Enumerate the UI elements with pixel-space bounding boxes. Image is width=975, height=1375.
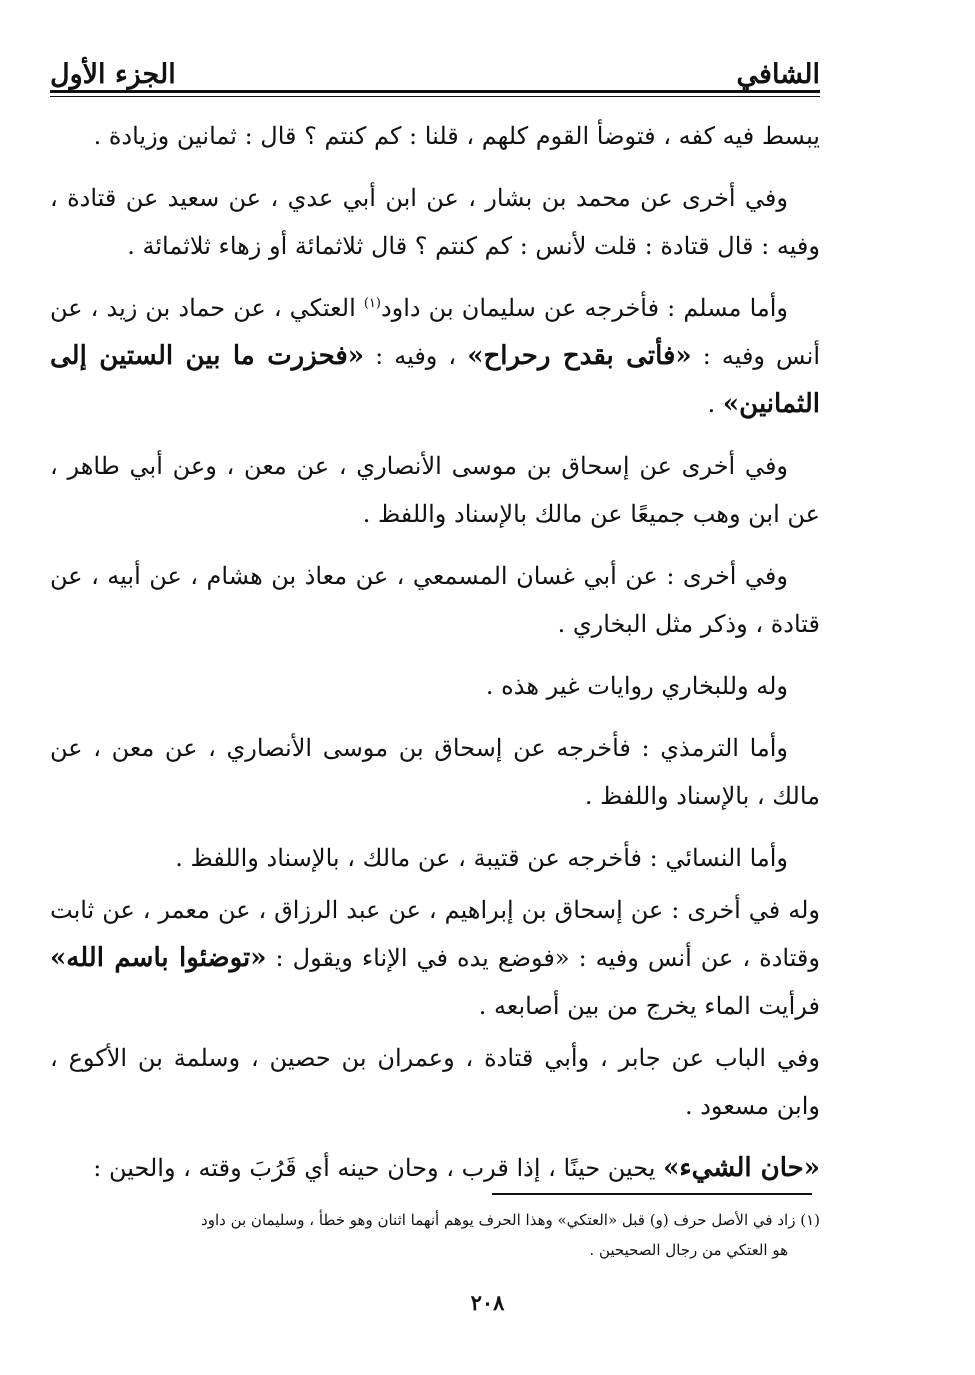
hadith-quote: «فحزرت ما بين الستين إلى الثمانين»: [50, 341, 820, 419]
paragraph: «حان الشيء» يحين حينًا ، إذا قرب ، وحان حينه أي قَرُبَ وقته ، والحين :: [93, 1153, 820, 1183]
header-rule-thin: [50, 96, 820, 97]
paragraph-text: وله وللبخاري روايات غير هذه .: [485, 672, 788, 700]
paragraph-text: وفي الباب عن جابر ، وأبي قتادة ، وعمران بن حصين ، وسلمة بن الأكوع ، وابن مسعود .: [50, 1044, 820, 1120]
footnote-separator: [492, 1193, 812, 1195]
paragraph: [50, 724, 820, 820]
hadith-quote: «توضئوا باسم الله»: [50, 943, 267, 973]
paragraph-text: وفي أخرى : عن أبي غسان المسمعي ، عن معاذ بن هشام ، عن أبيه ، عن قتادة ، وذكر مثل البخاري .: [50, 562, 820, 638]
page-number: ٢٠٨: [470, 1290, 505, 1315]
running-header: [50, 38, 820, 88]
gloss-term: «حان الشيء»: [663, 1153, 820, 1183]
volume-label: الجزء الأول: [50, 59, 176, 90]
paragraph-text: وأما الترمذي : فأخرجه عن إسحاق بن موسى الأنصاري ، عن معن ، عن مالك ، بالإسناد واللفظ .: [50, 734, 820, 810]
book-title: الشافي: [736, 59, 820, 90]
paragraph: [50, 1034, 820, 1130]
paragraph: [50, 662, 820, 710]
paragraph: [50, 112, 820, 160]
paragraph: [50, 442, 820, 538]
footnote-line: هو العتكي من رجال الصحيحين .: [589, 1241, 788, 1259]
footnote-reference: (١): [363, 296, 381, 311]
main-text: [50, 112, 820, 1206]
hadith-quote: «فأتى بقدح رحراح»: [467, 341, 692, 371]
paragraph-text: وفي أخرى عن إسحاق بن موسى الأنصاري ، عن معن ، وعن أبي طاهر ، عن ابن وهب جميعًا عن مالك بالإسناد واللفظ .: [50, 452, 820, 528]
paragraph-text: يبسط فيه كفه ، فتوضأ القوم كلهم ، قلنا : كم كنتم ؟ قال : ثمانين وزيادة .: [93, 122, 820, 150]
paragraph-text: وفي أخرى عن محمد بن بشار ، عن ابن أبي عدي ، عن سعيد عن قتادة ، وفيه : قال قتادة : قلت لأنس : كم كنتم ؟ قال ثلاثمائة أو زهاء ثلاثمائة .: [50, 184, 820, 260]
header-rule-thick: [50, 90, 820, 93]
paragraph: [50, 552, 820, 648]
paragraph: وله في أخرى : عن إسحاق بن إبراهيم ، عن عبد الرزاق ، عن معمر ، عن ثابت وقتادة ، عن أنس وفيه : «فوضع يده في الإناء ويقول : «توضئوا باسم الله» فرأيت الماء يخرج من بين أصابعه .: [50, 896, 821, 1020]
paragraph-text: وأما النسائي : فأخرجه عن قتيبة ، عن مالك ، بالإسناد واللفظ .: [175, 844, 788, 872]
paragraph: [50, 174, 820, 270]
footnote: [50, 1205, 820, 1265]
paragraph: [50, 834, 820, 882]
paragraph: وأما مسلم : فأخرجه عن سليمان بن داود$^{(١)}$ العتكي ، عن حماد بن زيد ، عن أنس وفيه : «فأتى بقدح رحراح» ، وفيه : «فحزرت ما بين الستين إلى الثمانين» .: [50, 294, 820, 419]
footnote-line: (١) زاد في الأصل حرف (و) قبل «العتكي» وهذا الحرف يوهم أنهما اثنان وهو خطأ ، وسليمان بن داود: [201, 1211, 820, 1229]
